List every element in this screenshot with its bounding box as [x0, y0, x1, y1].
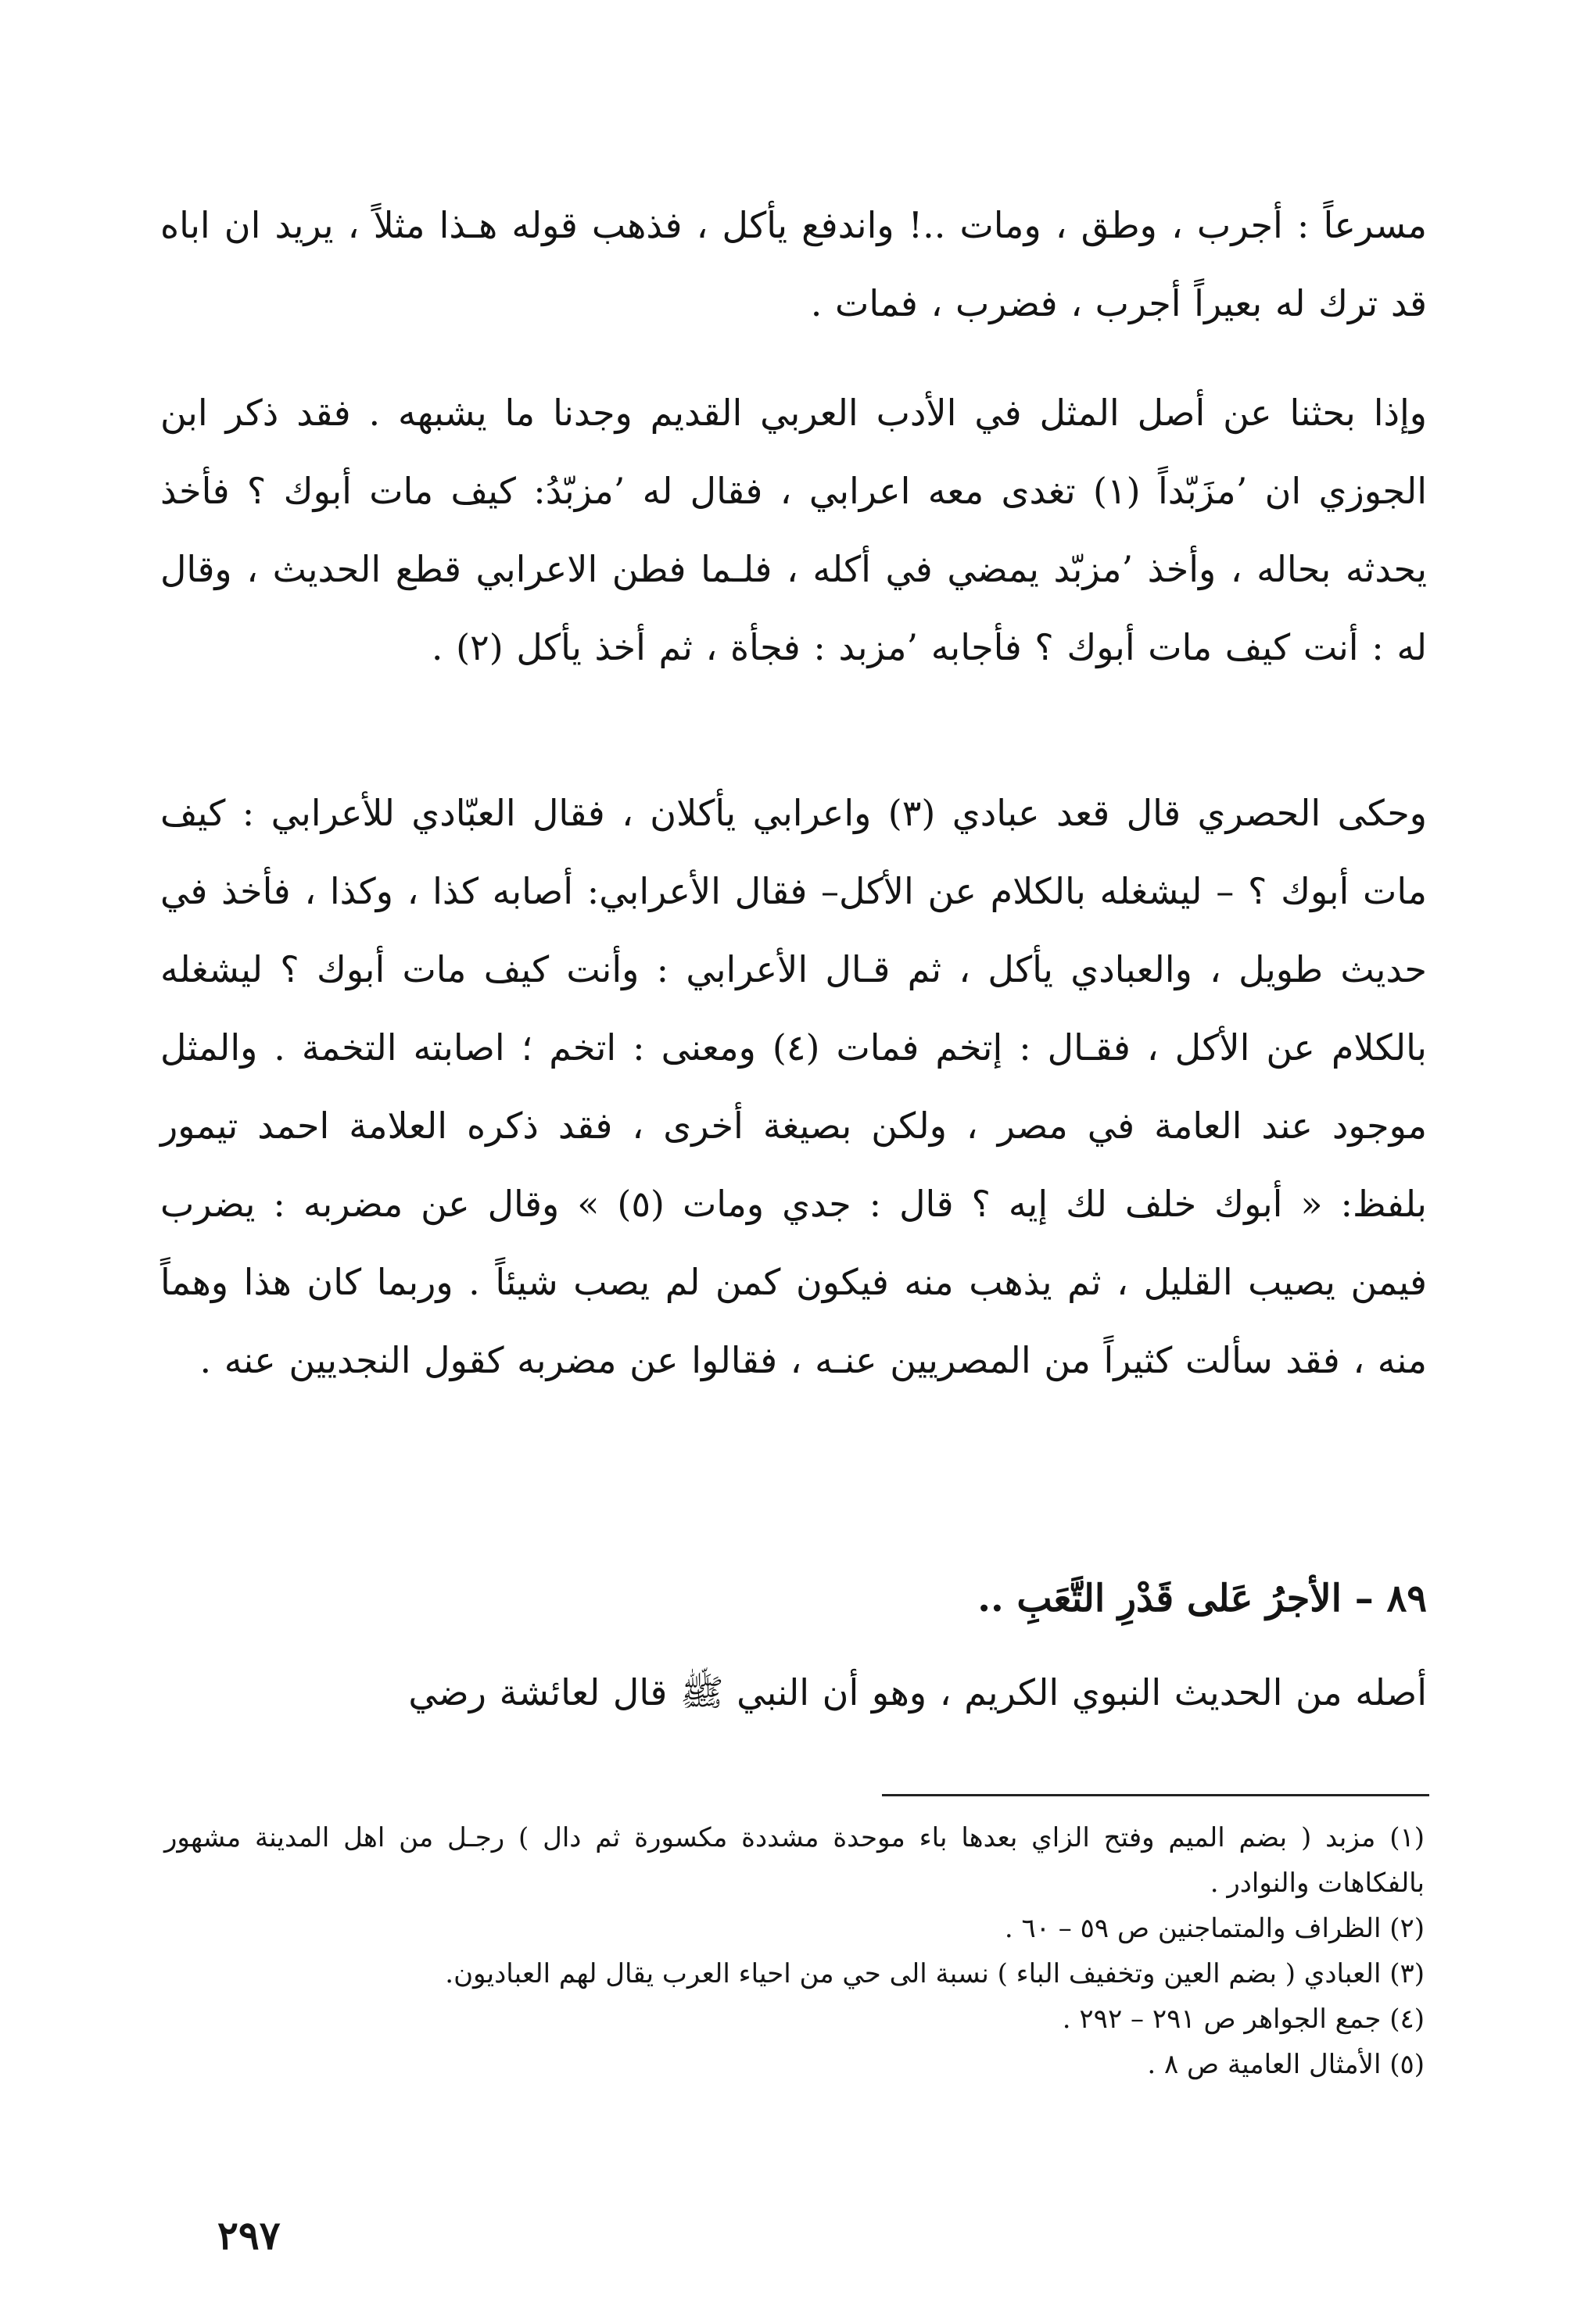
paragraph-4-text: أصله من الحديث النبوي الكريم ، وهو أن النبي ﷺ قال لعائشة رضي	[408, 1671, 1427, 1713]
paragraph-2-text: وإذا بحثنا عن أصل المثل في الأدب العربي القديم وجدنا ما يشبهه . فقد ذكر ابن الجوزي ان ’مزَبّداً (١) تغدى معه اعرابي ، فقال له ’مزبّدُ: كيف مات أبوك ؟ فأخذ يحدثه بحاله ، وأخذ ’مزبّد يمضي في أكله ، فلـما فطن الاعرابي قطع الحديث ، وقال له : أنت كيف مات أبوك ؟ فأجابه ’مزبد : فجأة ، ثم أخذ يأكل (٢) .	[160, 392, 1428, 668]
footnotes	[164, 1815, 1425, 2087]
paragraph-1-text: مسرعاً : أجرب ، وطق ، ومات ..! واندفع يأكل ، فذهب قوله هـذا مثلاً ، يريد ان اباه قد ترك له بعيراً أجرب ، فضرب ، فمات .	[160, 204, 1427, 324]
footnote-2: (٢) الظراف والمتماجنين ص ٥٩ – ٦٠ .	[1004, 1913, 1425, 1944]
footnote-3: (٣) العبادي ( بضم العين وتخفيف الباء ) نسبة الى حي من احياء العرب يقال لهم العباديون.	[445, 1958, 1425, 1989]
footnote-1: (١) مزبد ( بضم الميم وفتح الزاي بعدها باء موحدة مشددة مكسورة ثم دال ) رجـل من اهل المدينة مشهور بالفكاهات والنوادر .	[164, 1822, 1425, 1899]
paragraph-1	[160, 186, 1427, 342]
footnote-divider	[882, 1794, 1429, 1796]
footnote-5: (٥) الأمثال العامية ص ٨ .	[1147, 2049, 1425, 2080]
proverb-heading: ٨٩ – الأجرُ عَلى قَدْرِ التَّعَبِ ..	[977, 1577, 1427, 1620]
paragraph-4	[160, 1653, 1427, 1731]
page-number: ٢٩٧	[217, 2212, 281, 2258]
paragraph-3-text: وحكى الحصري قال قعد عبادي (٣) واعرابي يأكلان ، فقال العبّادي للأعرابي : كيف مات أبوك ؟ – ليشغله بالكلام عن الأكل– فقال الأعرابي: أصابه كذا ، وكذا ، فأخذ في حديث طويل ، والعبادي يأكل ، ثم قـال الأعرابي : وأنت كيف مات أبوك ؟ ليشغله بالكلام عن الأكل ، فقـال : إتخم فمات (٤) ومعنى : اتخم ؛ اصابته التخمة . والمثل موجود عند العامة في مصر ، ولكن بصيغة أخرى ، فقد ذكره العلامة احمد تيمور بلفظ: « أبوك خلف لك إيه ؟ قال : جدي ومات (٥) » وقال عن مضربه : يضرب فيمن يصيب القليل ، ثم يذهب منه فيكون كمن لم يصب شيئاً . وربما كان هذا وهماً منه ، فقد سألت كثيراً من المصريين عنـه ، فقالوا عن مضربه كقول النجديين عنه .	[160, 792, 1427, 1381]
footnote-4: (٤) جمع الجواهر ص ٢٩١ – ٢٩٢ .	[1062, 2004, 1425, 2035]
paragraph-3	[160, 774, 1427, 1399]
paragraph-2	[160, 374, 1427, 686]
